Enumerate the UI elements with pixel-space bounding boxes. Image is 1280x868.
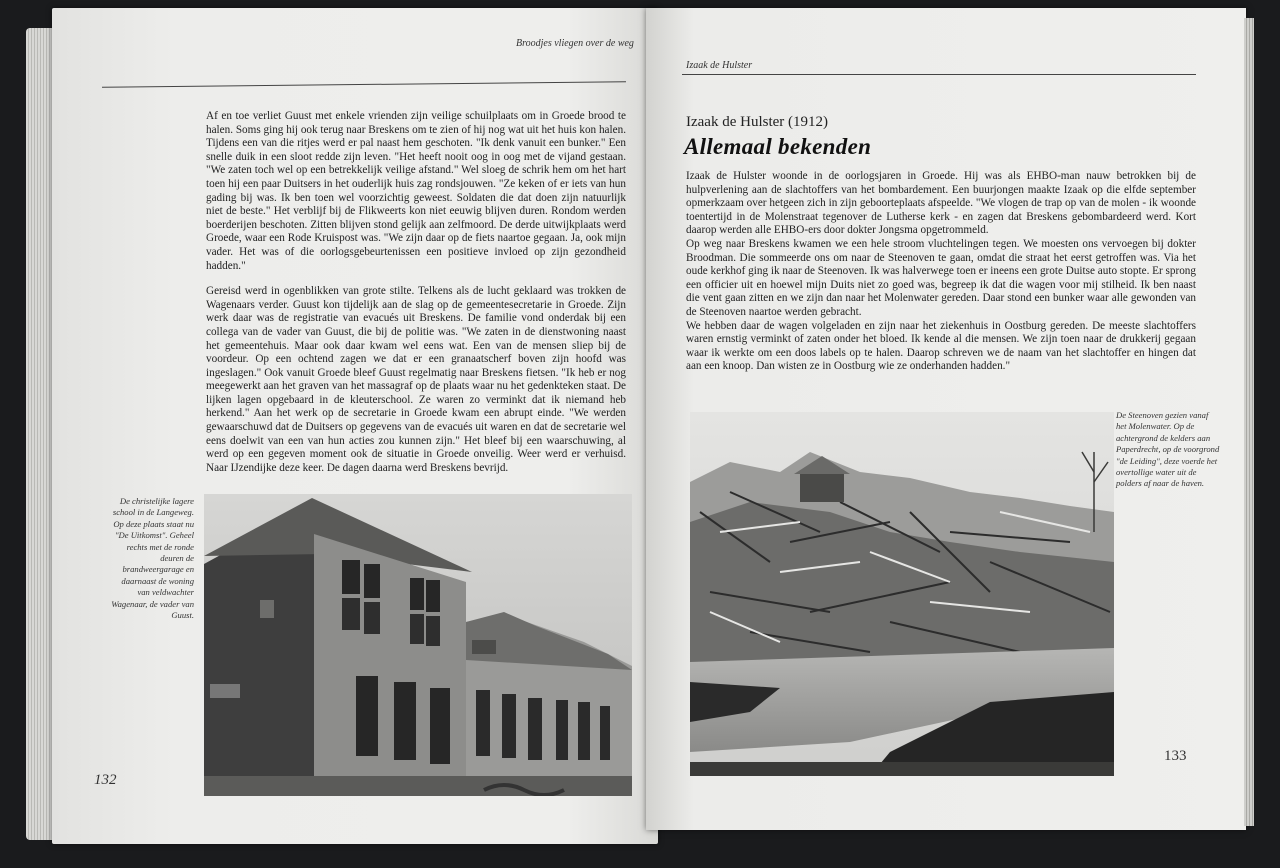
left-photo-caption: De christelijke lagere school in de Langeweg. Op deze plaats staat nu "De Uitkomst". Geheel rechts met de ronde deuren de brandweergarage en daarnaast de woning van veldwachter Wagenaar, de vader van Guust. [111,496,194,621]
chapter-title: Allemaal bekenden [684,134,872,159]
left-paragraph-1: Af en toe verliet Guust met enkele vrienden zijn veilige schuilplaats om in Groede brood te halen. Soms ging hij ook terug naar Breskens om te zien of hij nog wat uit het huis kon halen. Tijdens een van die ritjes werd er pal naast hem geschoten. "Ik denk vanuit een bunker." Een snelle duik in een sloot redde zijn leven. "Het heeft nooit oog in oog met de vijand gestaan. "We zaten toch wel op een betrekkelijk veilige afstand." Wel sloeg de schrik hem om het hart toen hij een paar Duitsers in het ouderlijk huis zag rondsjouwen. "Ze keken of er iets van hun gading bij was. Ik ben toen wel voorzichtig geweest. Soldaten die dat doen zijn natuurlijk niet de beste." Het verblijf bij de Flikweerts kon niet eeuwig blijven duren. Rondom werden boerderijen beschoten. Zitten blijven stond gelijk aan zelfmoord. De derde uitwijkplaats werd Groede, waar een Rode Kruispost was. "We zijn daar op de fiets naartoe gegaan. Ja, ook mijn vader. Het was of die oorlogsgebeurtenissen een positieve invloed op zijn gezondheid hadden." [206,110,626,272]
left-page-number: 132 [94,772,117,788]
right-paragraph-1: Izaak de Hulster woonde in de oorlogsjaren in Groede. Hij was als EHBO-man nauw betrokken bij de hulpverlening aan de slachtoffers van het bombardement. Een buurjongen maakte Izaak op die elfde september opmerkzaam over hetgeen zich in zijn geboorteplaats afspeelde. "We vlogen de trap op van de molen - ik woonde toentertijd in de Molenstraat tegenover de Lutherse kerk - en zagen dat Breskens gebombardeerd werd. Kort daarop werden alle EHBO-ers door dokter Jongsma opgetrommeld. [686,170,1196,237]
right-page-edges [1244,18,1254,826]
right-body-text [686,170,1196,386]
right-paragraph-2: Op weg naar Breskens kwamen we een hele stroom vluchtelingen tegen. We moesten ons vervoegen bij dokter Broodman. Die sommeerde ons om naar de Steenoven te gaan, omdat die straat het eerst getroffen was. Via het oude kerkhof ging ik naar de Steenoven. Ik was halverwege toen er ineens een grote Duitse auto stopte. Er sprong een officier uit en hoewel mijn Duits niet zo goed was, begreep ik dat die wagen voor mij stilheid. Ik ben naast die vent gaan zitten en we zijn dan naar het Molenwater gereden. Daar stond een bunker waar alle gewonden van de Steenoven naartoe werden gebracht. [686,237,1196,318]
right-paragraph-3: We hebben daar de wagen volgeladen en zijn naar het ziekenhuis in Oostburg gereden. De meeste slachtoffers waren ernstig verminkt of zaten onder het bloed. Ik kende al die mensen. We zijn toen naar de drukkerij gegaan waar ik werkte om een doos labels op te halen. Daarop schreven we de naam van het slachtoffer en hingen dat aan een knoop. Dan wisten ze in Oostburg wie ze onderhanden hadden." [686,319,1196,373]
left-header-rule [102,81,626,87]
right-running-head: Izaak de Hulster [686,60,753,71]
left-page [52,8,658,844]
left-paragraph-2: Gereisd werd in ogenblikken van grote stilte. Telkens als de lucht geklaard was trokken de Wagenaars verder. Guust kon tijdelijk aan de slag op de gemeentesecretarie in Groede. Zijn werk daar was de registratie van evacués uit Breskens. De familie vond onderdak bij een collega van de vader van Guust, die bij de politie was. "We zaten in de dienstwoning naast het gemeentehuis. Maar ook daar kwam wel eens wat. Een van de mensen sliep bij de voordeur. Op een ochtend zagen we dat er een granaatscherf boven zijn hoofd was ingeslagen." Ook vanuit Groede bleef Guust regelmatig naar Breskens fietsen. "Ik heb er nog meegewerkt aan het graven van het massagraf op de plaats waar nu het gedenkteken staat. De lijken lagen opgebaard in de kleuterschool. Ze waren zo verminkt dat ik niemand heb herkend." Aan het werk op de secretarie in Groede kwam een abrupt einde. "We werden gewaarschuwd dat de Duitsers op gegevens van de evacués uit waren en dat de secretarie wel eens doelwit van een van hun acties zou kunnen zijn." Het bleef bij een waarschuwing, al werd op een gegeven moment ook de situatie in Groede onveilig. Weer werd er verhuisd. Naar IJzendijke deze keer. De dagen daarna werd Breskens bevrijd. [206,285,626,474]
right-photo-caption: De Steenoven gezien vanaf het Molenwater. Op de achtergrond de kelders aan Paperdrecht, op de voorgrond "de Leiding", deze voerde het overtollige water uit de polders af naar de haven. [1116,410,1220,489]
right-header-rule [682,74,1196,75]
left-body-text [206,110,626,487]
right-page-number: 133 [1164,748,1187,764]
ruins-photo [690,412,1114,776]
author-line: Izaak de Hulster (1912) [686,114,829,130]
right-page [646,8,1246,830]
left-running-head: Broodjes vliegen over de weg [516,38,634,49]
school-building-photo [204,494,632,796]
